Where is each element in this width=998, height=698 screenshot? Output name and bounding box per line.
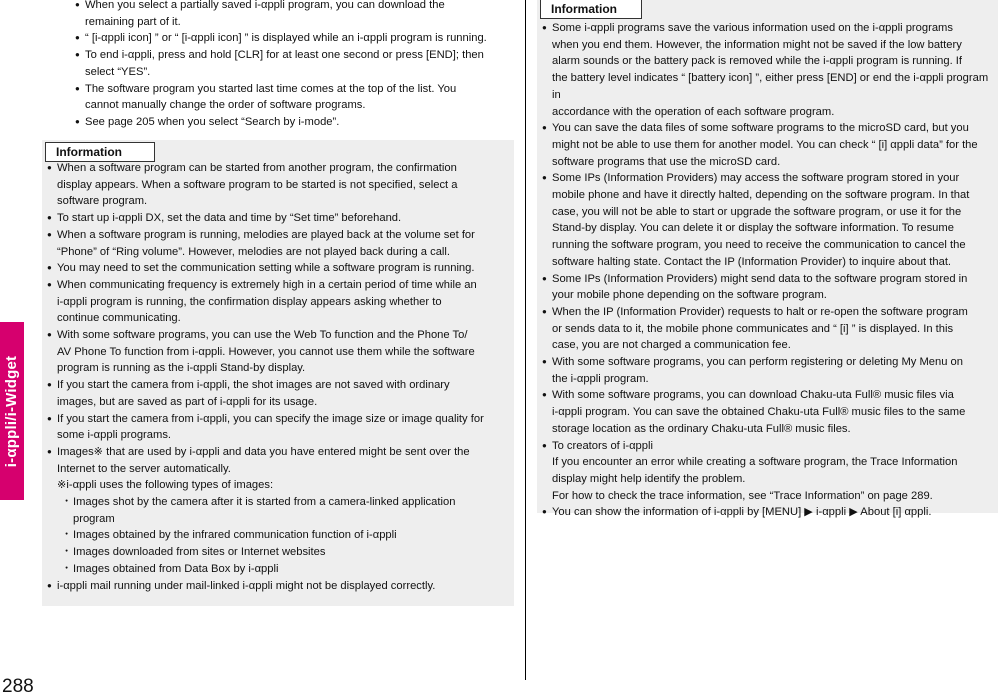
- info-bullet: [47, 327, 509, 377]
- bullet-line: ● With some software programs, you can perform registering or deleting My Menu on: [552, 356, 964, 369]
- bullet-line: AV Phone To function from i-αppli. However, you cannot use them while the software: [57, 345, 475, 358]
- note-line: ・ Images downloaded from sites or Internet websites: [73, 546, 326, 559]
- section-side-tab: [0, 322, 24, 500]
- bullet-line: display appears. When a software program to be started is not specified, select a: [57, 178, 458, 191]
- bullet-line: the battery level indicates “ [battery icon] ”, either press [END] or end the i-αppli program in: [552, 72, 989, 101]
- bullet-line: Stand-by display. You can delete it or display the software information. To resume: [552, 222, 954, 235]
- bullet-line: case, you will not be able to start or upgrade the software program, or use it for the: [552, 205, 962, 218]
- info-bullet: [542, 438, 998, 455]
- bullet-line: ● Images※ that are used by i-αppli and data you have entered might be sent over the: [57, 445, 470, 458]
- bullet-line: some i-αppli programs.: [57, 429, 172, 442]
- note-line: ・ Images obtained by the infrared communication function of i-αppli: [73, 529, 397, 542]
- bullet-line: ● You can save the data files of some software programs to the microSD card, but you: [552, 122, 969, 135]
- info-bullet: [47, 160, 509, 210]
- intro-bullet: [75, 114, 515, 131]
- bullet-line: select “YES”.: [85, 65, 151, 78]
- right-information-box: [537, 0, 998, 519]
- info-bullet: [542, 170, 998, 270]
- bullet-line: ● Some IPs (Information Providers) may access the software program stored in your: [552, 172, 960, 185]
- info-bullet: [47, 227, 509, 260]
- info-bullet: [47, 444, 509, 477]
- bullet-line: ● To start up i-αppli DX, set the data and time by “Set time” beforehand.: [57, 212, 402, 225]
- info-bullet: [542, 354, 998, 387]
- bullet-line: ● The software program you started last time comes at the top of the list. You: [85, 82, 457, 95]
- bullet-line: ● Some i-αppli programs save the various information used on the i-αppli programs: [552, 22, 953, 34]
- para-line: For how to check the trace information, see “Trace Information” on page 289.: [552, 489, 933, 502]
- info-bullet: [542, 304, 998, 354]
- bullet-line: ● When a software program can be started from another program, the confirmation: [57, 162, 457, 174]
- bullet-line: or sends data to it, the mobile phone communicates and “ [i] ” is displayed. In this: [552, 322, 954, 335]
- image-note-item: [47, 527, 509, 544]
- bullet-line: ● “ [i-αppli icon] ” or “ [i-αppli icon] ” is displayed while an i-αppli program is running.: [85, 32, 487, 45]
- bullet-line: ● When you select a partially saved i-αppli program, you can download the: [85, 0, 445, 11]
- bullet-line: ● When communicating frequency is extremely high in a certain period of time while an: [57, 278, 477, 291]
- info-bullet: [542, 387, 998, 437]
- info-bullet: [47, 210, 509, 227]
- bullet-line: when you end them. However, the information might not be saved if the low battery: [552, 38, 962, 51]
- section-side-tab-label: i-αppli/i-Widget: [3, 355, 21, 467]
- note-line: ・ Images shot by the camera after it is started from a camera-linked application: [73, 496, 456, 509]
- para-line: display might help identify the problem.: [552, 472, 746, 485]
- bullet-line: ● To end i-αppli, press and hold [CLR] for at least one second or press [END]; then: [85, 49, 484, 62]
- info-bullet: [542, 20, 998, 120]
- bullet-line: ● Some IPs (Information Providers) might send data to the software program stored in: [552, 272, 968, 285]
- bullet-line: i-αppli program is running, the confirmation display appears asking whether to: [57, 295, 442, 308]
- bullet-line: case, you are not charged a communication fee.: [552, 339, 791, 352]
- information-label: Information: [540, 0, 642, 19]
- para-line: If you encounter an error while creating a software program, the Trace Information: [552, 456, 958, 469]
- info-bullet: [542, 271, 998, 304]
- left-information-box: [42, 140, 514, 606]
- bullet-line: continue communicating.: [57, 312, 181, 325]
- intro-bullet: [75, 47, 515, 80]
- image-note-item: [47, 544, 509, 561]
- image-note-item: [47, 494, 509, 527]
- bullet-line: ● When the IP (Information Provider) requests to halt or re-open the software program: [552, 305, 968, 318]
- bullet-line: i-αppli program. You can save the obtained Chaku-uta Full® music files to the same: [552, 406, 966, 419]
- bullet-line: ● If you start the camera from i-αppli, you can specify the image size or image quality for: [57, 412, 484, 425]
- bullet-line: mobile phone and have it directly halted, depending on the software program. In that: [552, 189, 970, 202]
- bullet-line: your mobile phone depending on the software program.: [552, 289, 827, 302]
- bullet-line: cannot manually change the order of software programs.: [85, 99, 366, 112]
- bullet-line: alarm sounds or the battery pack is removed while the i-αppli program is running. If: [552, 55, 963, 68]
- bullet-line: ● If you start the camera from i-αppli, the shot images are not saved with ordinary: [57, 379, 450, 392]
- bullet-line: accordance with the operation of each software program.: [552, 105, 835, 118]
- intro-bullet: [75, 0, 515, 30]
- right-information-body: [542, 20, 998, 521]
- bullet-line: software program.: [57, 195, 148, 208]
- information-label: Information: [45, 142, 155, 162]
- info-bullet: [47, 578, 509, 595]
- info-bullet: [47, 411, 509, 444]
- note-line: ・ Images obtained from Data Box by i-αppli: [73, 562, 279, 575]
- info-bullet: [542, 120, 998, 170]
- info-bullet: [47, 377, 509, 410]
- note-line: program: [73, 512, 115, 525]
- bullet-line: software halting state. Contact the IP (Information Provider) to inquire about that.: [552, 255, 952, 268]
- bullet-line: might not be able to use them for another model. You can check “ [i] αppli data” for the: [552, 138, 978, 151]
- bullet-line: ● You may need to set the communication setting while a software program is running.: [57, 262, 475, 275]
- left-top-bullets: [75, 0, 515, 131]
- intro-bullet: [75, 30, 515, 47]
- bullet-line: ● You can show the information of i-αppli by [MENU] ▶ i-αppli ▶ About [i] αppli.: [552, 506, 932, 519]
- bullet-line: “Phone” of “Ring volume”. However, melodies are not played back during a call.: [57, 245, 451, 258]
- page-number: 288: [2, 676, 34, 697]
- bullet-line: ● With some software programs, you can use the Web To function and the Phone To/: [57, 329, 468, 342]
- intro-bullet: [75, 81, 515, 114]
- bullet-line: the i-αppli program.: [552, 372, 649, 385]
- bullet-line: images, but are saved as part of i-αppli for its usage.: [57, 395, 318, 408]
- bullet-line: ● i-αppli mail running under mail-linked i-αppli might not be displayed correctly.: [57, 579, 436, 592]
- bullet-line: ● When a software program is running, melodies are played back at the volume set for: [57, 228, 475, 241]
- bullet-line: Internet to the server automatically.: [57, 462, 231, 475]
- column-divider: [525, 0, 526, 680]
- bullet-line: ● To creators of i-αppli: [552, 439, 653, 452]
- trace-info-paragraph: [542, 454, 998, 504]
- left-information-body: [47, 160, 509, 594]
- bullet-line: running the software program, you need to receive the communication to cancel the: [552, 239, 966, 252]
- bullet-line: storage location as the ordinary Chaku-uta Full® music files.: [552, 422, 851, 435]
- image-note-heading: ※i-αppli uses the following types of images:: [57, 479, 274, 492]
- bullet-line: ● See page 205 when you select “Search by i-mode”.: [85, 115, 340, 128]
- bullet-line: remaining part of it.: [85, 15, 181, 28]
- info-bullet: [47, 277, 509, 327]
- info-bullet: [47, 260, 509, 277]
- bullet-line: ● With some software programs, you can download Chaku-uta Full® music files via: [552, 389, 954, 402]
- image-note-item: [47, 561, 509, 578]
- bullet-line: program is running as the i-αppli Stand-by display.: [57, 362, 306, 375]
- bullet-line: software programs that use the microSD card.: [552, 155, 781, 168]
- info-bullet: [542, 504, 998, 521]
